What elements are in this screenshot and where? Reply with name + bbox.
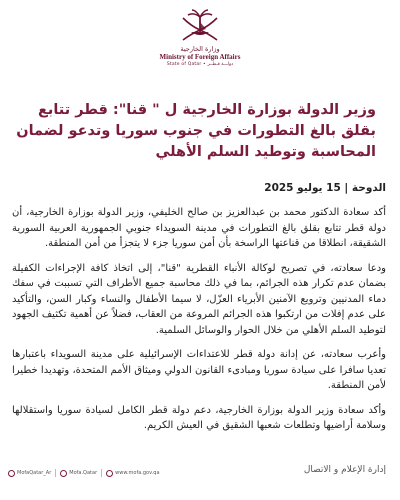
instagram-icon	[60, 470, 67, 477]
social-label: Mofa.Qatar	[69, 470, 98, 476]
paragraph: ودعا سعادته، في تصريح لوكالة الأنباء القطرية "قنا"، إلى اتخاذ كافة الإجراءات الكفيلة بضمان عدم تكرار هذه الجرائم، بما في ذلك محاسبة جميع الأطراف التي تسببت في سفك دماء المدنيين وترويع الآمنين الأبرياء العزّل، لا سيما الأطفال والنساء وكبار السن، والتأكيد على عدم إفلات من ارتكبوا هذه الجرائم المروعة من العقاب، فضلاً عن أهمية تكثيف الجهود لتوطيد السلم الأهلي من خلال الحوار والوسائل السلمية.	[12, 262, 386, 336]
headline: وزير الدولة بوزارة الخارجية ل " قنا": قطر تتابع بقلق بالغ التطورات في جنوب سوريا وتدعو لضمان المحاسبة وتوطيد السلم الأهلي	[16, 102, 376, 160]
social-link-x[interactable]	[8, 470, 51, 477]
logo-state-text: State of Qatar • دولـــة قـطــر	[166, 62, 234, 67]
footer	[0, 463, 400, 493]
dateline: الدوحة | 15 يوليو 2025	[264, 182, 386, 194]
social-link-instagram[interactable]	[60, 470, 97, 477]
logo-arabic-text: وزارة الخارجية	[180, 45, 220, 53]
qatar-emblem-icon	[177, 8, 223, 44]
article-body	[12, 205, 386, 443]
department-name: إدارة الإعلام و الاتصال	[303, 465, 386, 475]
paragraph: وأعرب سعادته، عن إدانة دولة قطر للاعتداءات الإسرائيلية على مدينة السويداء باعتبارها تعديا سافرا على سيادة سوريا ومبادىء القانون الدولي وميثاق الأمم المتحدة، وتهديدا خطيرا لأمن المنطقة.	[12, 349, 386, 391]
web-icon	[106, 470, 113, 477]
social-link-web[interactable]	[106, 470, 159, 477]
divider	[55, 469, 56, 477]
social-links	[8, 469, 160, 477]
social-label: www.mofa.gov.qa	[115, 470, 160, 476]
paragraph: أكد سعادة الدكتور محمد بن عبدالعزيز بن صالح الخليفي، وزير الدولة بوزارة الخارجية، أن دولة قطر تتابع بقلق بالغ التطورات في مدينة السويداء جنوبي الجمهورية العربية السورية الشقيقة، انطلاقا من قناعتها الراسخة بأن أمن سوريا جزء لا يتجزأ من أمن المنطقة.	[12, 207, 386, 249]
logo-english-text: Ministry of Foreign Affairs	[159, 53, 241, 61]
x-icon	[8, 470, 15, 477]
social-label: MofaQatar_Ar	[17, 470, 52, 476]
ministry-logo	[0, 8, 400, 68]
paragraph: وأكد سعادة وزير الدولة بوزارة الخارجية، دعم دولة قطر الكامل لسيادة سوريا واستقلالها وسلامة أراضيها وتطلعات شعبها الشقيق في العيش الكريم.	[12, 404, 386, 431]
divider	[101, 469, 102, 477]
